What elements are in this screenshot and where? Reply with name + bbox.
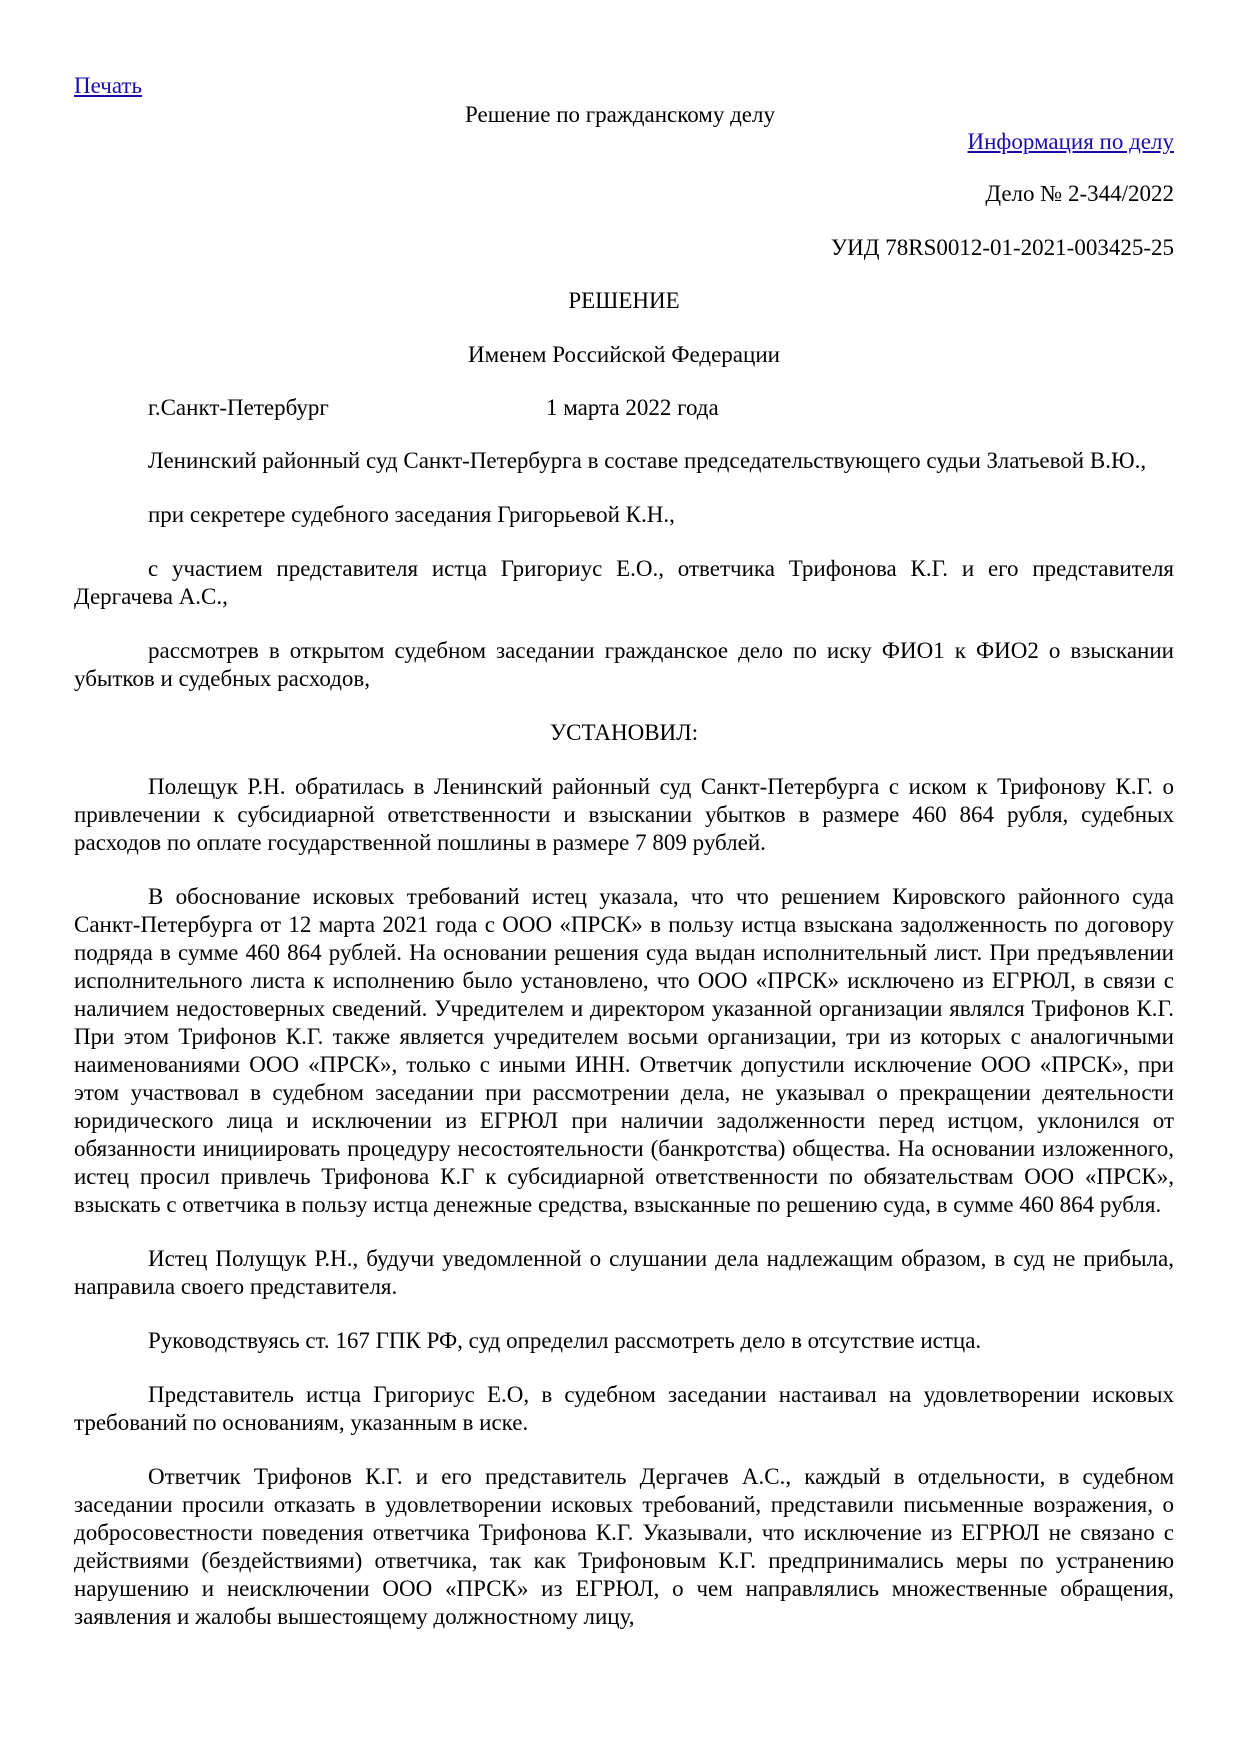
considered-case: рассмотрев в открытом судебном заседании гражданское дело по иску ФИО1 к ФИО2 о взыскании убытков и судебных расходов,: [74, 638, 1174, 691]
document-title: Решение по гражданскому делу: [465, 102, 775, 127]
paragraph-procedure: Руководствуясь ст. 167 ГПК РФ, суд определил рассмотреть дело в отсутствие истца.: [148, 1328, 982, 1353]
court-composition: Ленинский районный суд Санкт-Петербурга в составе председательствующего судьи Златьевой В.Ю.,: [148, 448, 1147, 473]
case-number: Дело № 2-344/2022: [985, 181, 1174, 206]
case-info-link[interactable]: Информация по делу: [967, 129, 1174, 154]
court-secretary: при секретере судебного заседания Григорьевой К.Н.,: [148, 502, 675, 527]
decision-heading: РЕШЕНИЕ: [568, 288, 680, 313]
decision-date: 1 марта 2022 года: [546, 395, 719, 420]
paragraph-grounds: В обоснование исковых требований истец указала, что что решением Кировского районного суда Санкт-Петербурга от 12 марта 2021 года с ООО «ПРСК» в пользу истца взыскана задолженность по договору подряда в сумме 460 864 рублей. На основании решения суда выдан исполнительный лист. При предъявлении исполнительного листа к исполнению было установлено, что ООО «ПРСК» исключено из ЕГРЮЛ, в связи с наличием недостоверных сведений. Учредителем и директором указанной организации являлся Трифонов К.Г. При этом Трифонов К.Г. также является учредителем восьми организации, три из которых с аналогичными наименованиями ООО «ПРСК», только с иными ИНН. Ответчик допустили исключение ООО «ПРСК», при этом участвовал в судебном заседании при рассмотрении дела, не указывал о прекращении деятельности юридического лица и исключении из ЕГРЮЛ при наличии задолженности перед истцом, уклонился от обязанности инициировать процедуру несостоятельности (банкротства) общества. На основании изложенного, истец просил привлечь Трифонова К.Г к субсидиарной ответственности по обязательствам ООО «ПРСК», взыскать с ответчика в пользу истца денежные средства, взысканные по решению суда, в сумме 460 864 рубля.: [74, 884, 1174, 1217]
case-uid: УИД 78RS0012-01-2021-003425-25: [830, 235, 1174, 260]
decision-city: г.Санкт-Петербург: [148, 395, 329, 420]
paragraph-representative: Представитель истца Григориус Е.О, в судебном заседании настаивал на удовлетворении исковых требований по основаниям, указанным в иске.: [74, 1382, 1174, 1435]
paragraph-defendant: Ответчик Трифонов К.Г. и его представитель Дергачев А.С., каждый в отдельности, в судебном заседании просили отказать в удовлетворении исковых требований, представили письменные возражения, о добросовестности поведения ответчика Трифонова К.Г. Указывали, что исключение из ЕГРЮЛ не связано с действиями (бездействиями) ответчика, так как Трифоновым К.Г. предпринимались меры по устранению нарушению и неисключении ООО «ПРСК» из ЕГРЮЛ, о чем направлялись множественные обращения, заявления и жалобы вышестоящему должностному лицу,: [74, 1464, 1174, 1629]
place-date-line: [74, 394, 1174, 422]
name-of-federation: Именем Российской Федерации: [468, 342, 780, 367]
print-link[interactable]: Печать: [74, 73, 142, 98]
paragraph-claim: Полещук Р.Н. обратилась в Ленинский районный суд Санкт-Петербурга с иском к Трифонову К.Г. о привлечении к субсидиарной ответственности и взыскании убытков в размере 460 864 рубля, судебных расходов по оплате государственной пошлины в размере 7 809 рублей.: [74, 774, 1174, 855]
decision-content: [74, 180, 1174, 1631]
participants: с участием представителя истца Григориус Е.О., ответчика Трифонова К.Г. и его представителя Дергачева А.С.,: [74, 556, 1174, 609]
paragraph-plaintiff-absent: Истец Полущук Р.Н., будучи уведомленной о слушании дела надлежащим образом, в суд не прибыла, направила своего представителя.: [74, 1246, 1174, 1299]
established-heading: УСТАНОВИЛ:: [549, 720, 699, 745]
